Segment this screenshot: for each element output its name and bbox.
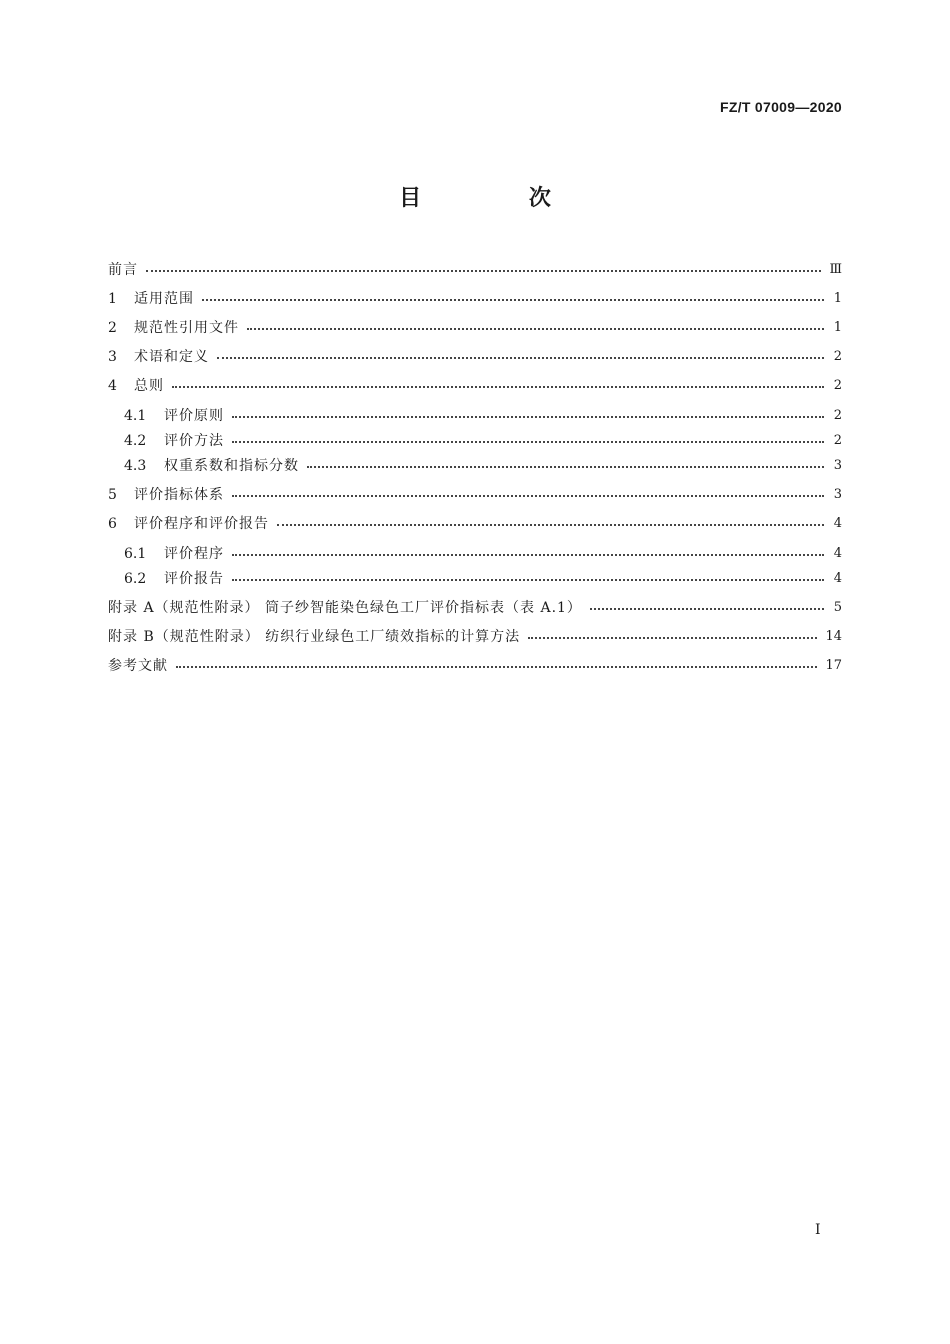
toc-entry-label: 总则 xyxy=(134,378,164,394)
toc-entry-label: 参考文献 xyxy=(108,658,168,674)
toc-entry-2[interactable] xyxy=(108,316,842,340)
dot-leader xyxy=(307,466,824,468)
toc-entry-annex-a[interactable] xyxy=(108,596,842,620)
toc-entry-page: 5 xyxy=(833,600,842,615)
toc-entry-page: 17 xyxy=(825,658,842,673)
toc-entry-4-1[interactable] xyxy=(108,403,842,428)
dot-leader xyxy=(590,608,824,610)
page-number: I xyxy=(815,1222,821,1238)
toc-entry-1[interactable] xyxy=(108,287,842,311)
toc-entry-number: 2 xyxy=(108,320,117,336)
toc-entry-number: 1 xyxy=(108,291,117,307)
toc-entry-4-2[interactable] xyxy=(108,428,842,453)
toc-entry-label: 术语和定义 xyxy=(134,349,209,365)
table-of-contents xyxy=(108,258,842,678)
toc-entry-label: 附录 A（规范性附录） 筒子纱智能染色绿色工厂评价指标表（表 A.1） xyxy=(108,600,582,616)
toc-entry-number: 6.1 xyxy=(124,545,147,562)
toc-entry-annex-b[interactable] xyxy=(108,625,842,649)
toc-entry-label: 评价程序 xyxy=(164,545,224,562)
toc-entry-foreword[interactable] xyxy=(108,258,842,282)
dot-leader xyxy=(232,579,824,581)
toc-entry-label: 附录 B（规范性附录） 纺织行业绿色工厂绩效指标的计算方法 xyxy=(108,629,521,645)
dot-leader xyxy=(232,554,824,556)
toc-entry-page: 1 xyxy=(833,291,842,306)
dot-leader xyxy=(146,270,821,272)
dot-leader xyxy=(202,299,824,301)
dot-leader xyxy=(172,386,824,388)
toc-entry-page: 2 xyxy=(833,349,842,364)
dot-leader xyxy=(232,495,824,497)
dot-leader xyxy=(232,441,824,443)
toc-entry-6-1[interactable] xyxy=(108,541,842,566)
dot-leader xyxy=(247,328,824,330)
dot-leader xyxy=(528,637,817,639)
toc-entry-number: 4.3 xyxy=(124,457,147,474)
toc-entry-bibliography[interactable] xyxy=(108,654,842,678)
toc-entry-page: 4 xyxy=(833,545,842,561)
toc-entry-label: 适用范围 xyxy=(134,291,194,307)
toc-entry-page: Ⅲ xyxy=(829,262,842,277)
dot-leader xyxy=(232,416,824,418)
toc-entry-page: 3 xyxy=(833,457,842,473)
toc-entry-page: 2 xyxy=(833,378,842,393)
toc-entry-page: 14 xyxy=(825,629,842,644)
toc-entry-3[interactable] xyxy=(108,345,842,369)
toc-entry-label: 评价程序和评价报告 xyxy=(134,516,269,532)
toc-entry-label: 权重系数和指标分数 xyxy=(164,457,299,474)
toc-entry-number: 4 xyxy=(108,378,117,394)
toc-entry-label: 评价报告 xyxy=(164,570,224,587)
toc-entry-4[interactable] xyxy=(108,374,842,398)
toc-entry-page: 1 xyxy=(833,320,842,335)
toc-entry-page: 3 xyxy=(833,487,842,502)
toc-entry-label: 评价原则 xyxy=(164,407,224,424)
toc-entry-number: 4.2 xyxy=(124,432,147,449)
document-code: FZ/T 07009—2020 xyxy=(719,99,842,115)
dot-leader xyxy=(217,357,824,359)
toc-entry-number: 5 xyxy=(108,487,117,503)
toc-entry-5[interactable] xyxy=(108,483,842,507)
toc-entry-number: 3 xyxy=(108,349,117,365)
toc-entry-page: 2 xyxy=(833,432,842,448)
toc-entry-number: 6.2 xyxy=(124,570,147,587)
toc-entry-4-3[interactable] xyxy=(108,453,842,478)
dot-leader xyxy=(176,666,817,668)
toc-entry-label: 规范性引用文件 xyxy=(134,320,239,336)
toc-entry-6[interactable] xyxy=(108,512,842,536)
toc-entry-number: 4.1 xyxy=(124,407,147,424)
dot-leader xyxy=(277,524,824,526)
toc-entry-page: 4 xyxy=(833,516,842,531)
toc-entry-number: 6 xyxy=(108,516,117,532)
toc-entry-6-2[interactable] xyxy=(108,566,842,591)
toc-entry-label: 前言 xyxy=(108,262,138,278)
toc-entry-label: 评价方法 xyxy=(164,432,224,449)
toc-entry-page: 2 xyxy=(833,407,842,423)
page-title: 目 次 xyxy=(399,186,601,211)
toc-entry-label: 评价指标体系 xyxy=(134,487,224,503)
toc-entry-page: 4 xyxy=(833,570,842,586)
